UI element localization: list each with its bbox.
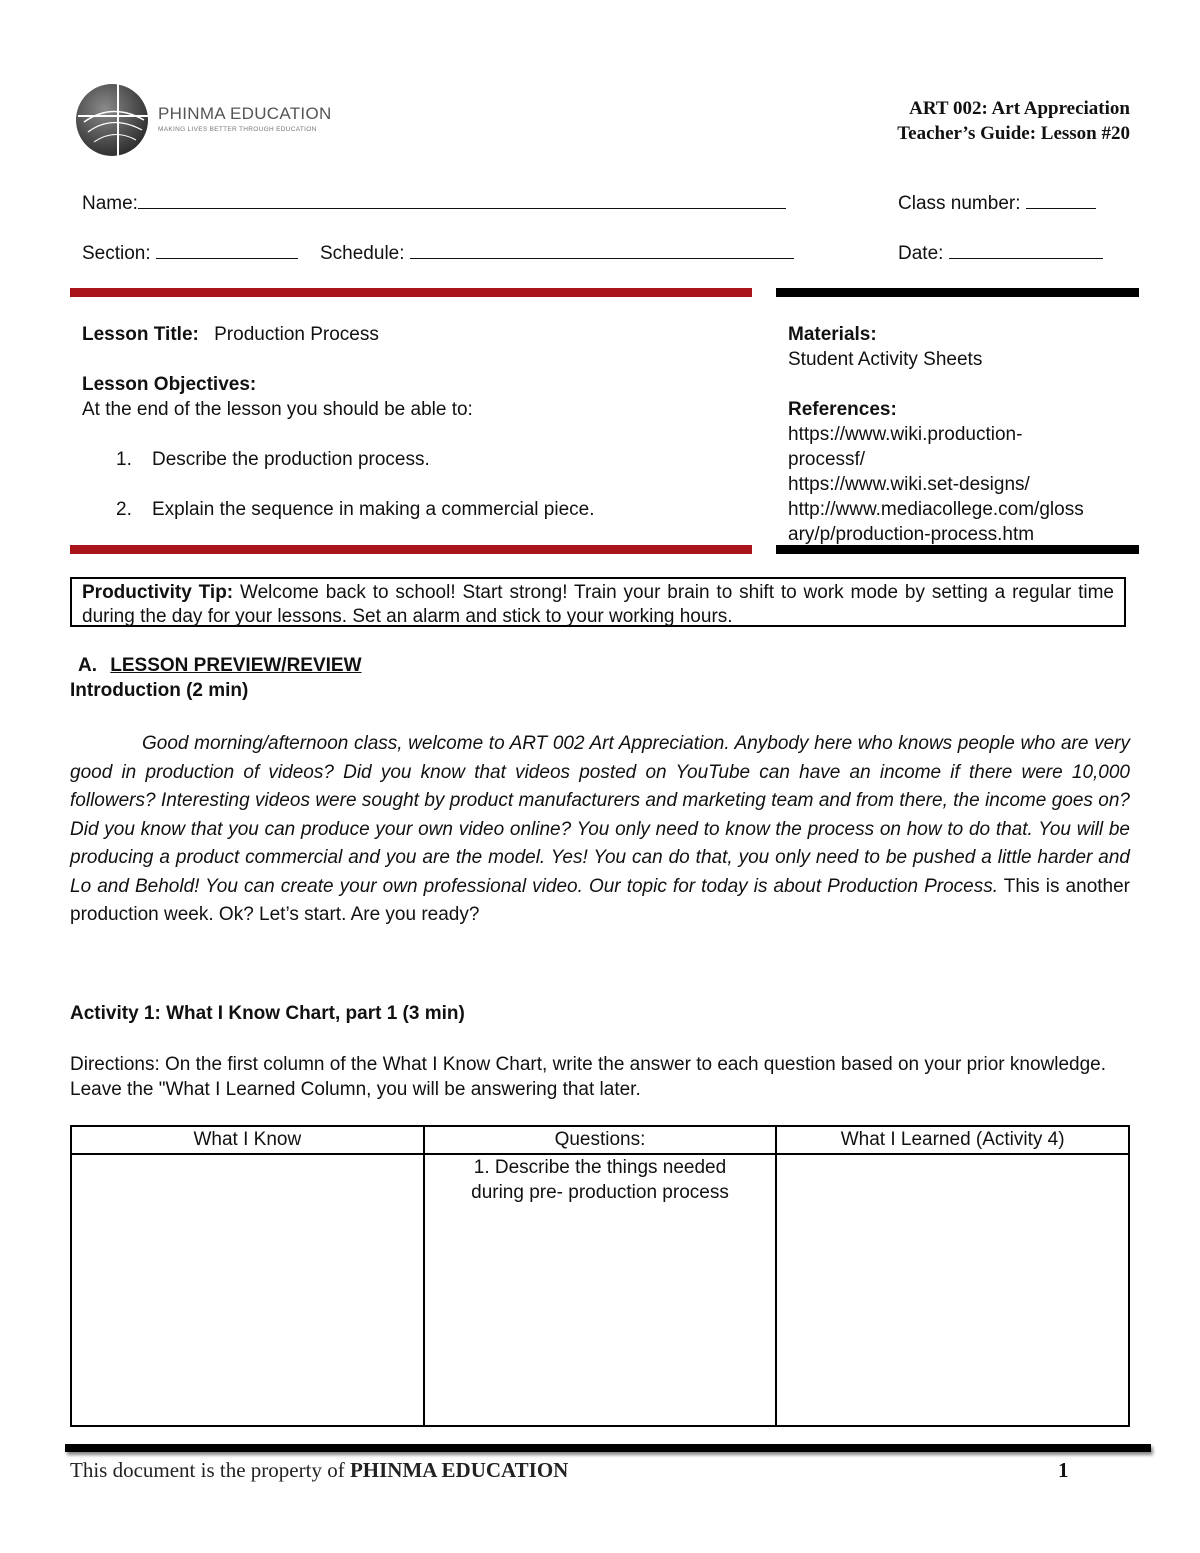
divider-black-bottom (776, 545, 1139, 554)
intro-heading: Introduction (2 min) (70, 680, 249, 701)
intro-text-tail: This is another production week. Ok? Let’s start. Are you ready? (70, 875, 1130, 925)
objective-item (70, 497, 595, 522)
footer-text (70, 1458, 568, 1483)
section-field (82, 240, 298, 265)
objective-number: 1. (116, 449, 132, 470)
lesson-title: Production Process (214, 324, 379, 345)
name-field (82, 190, 786, 215)
question-cell: 1. Describe the things needed during pre- production process (424, 1154, 777, 1426)
what-i-learned-cell[interactable] (776, 1154, 1129, 1426)
objective-item (70, 447, 595, 472)
name-label: Name: (82, 193, 138, 214)
intro-paragraph (70, 730, 1130, 930)
divider-black-top (776, 288, 1139, 297)
materials-block (788, 322, 1133, 547)
column-header: What I Learned (Activity 4) (776, 1126, 1129, 1154)
objectives-intro: At the end of the lesson you should be able to: (82, 399, 473, 420)
objective-text: Explain the sequence in making a commercial piece. (152, 499, 595, 520)
column-header: Questions: (424, 1126, 777, 1154)
course-header (897, 96, 1130, 146)
date-line[interactable] (949, 240, 1103, 259)
logo-name: PHINMA EDUCATION (158, 104, 332, 123)
reference-line[interactable]: https://www.wiki.set-designs/ (788, 474, 1030, 495)
class-number-line[interactable] (1026, 190, 1096, 209)
tip-text: Welcome back to school! Start strong! Train your brain to shift to work mode by setting a regular time during the day for your lessons. Set an alarm and stick to your working hours. (82, 582, 1114, 627)
footer-prefix: This document is the property of (70, 1458, 350, 1482)
reference-line[interactable]: ary/p/production-process.htm (788, 524, 1035, 545)
lesson-title-line (82, 322, 379, 347)
date-label: Date: (898, 243, 944, 264)
section-letter: A. (78, 655, 97, 676)
intro-text: Good morning/afternoon class, welcome to ART 002 Art Appreciation. Anybody here who knows people who are very good in production of videos? Did you know that videos posted on YouTube can have an income if there were 10,000 followers? Interesting videos were sought by product manufacturers and marketing team and from there, the income goes on? Did you know that you can produce your own video online? You only need to know the process on how to do that. You will be producing a product commercial and you are the model. Yes! You can do that, you only need to be pushed a little harder and Lo and Behold! You can create your own professional video. Our topic for today is about Production Process. (70, 733, 1130, 897)
schedule-field (320, 240, 794, 265)
class-number-label: Class number: (898, 193, 1021, 214)
section-a-heading (78, 655, 362, 677)
reference-line[interactable]: processf/ (788, 449, 866, 470)
activity1-heading: Activity 1: What I Know Chart, part 1 (3 min) (70, 1003, 465, 1024)
what-i-know-chart (70, 1125, 1130, 1427)
materials-text: Student Activity Sheets (788, 349, 983, 370)
what-i-know-cell[interactable] (71, 1154, 424, 1426)
course-title: ART 002: Art Appreciation (909, 98, 1130, 119)
logo-wordmark (158, 104, 332, 133)
guide-title: Teacher’s Guide: Lesson #20 (897, 123, 1130, 144)
logo-tagline: MAKING LIVES BETTER THROUGH EDUCATION (158, 126, 317, 133)
section-title: LESSON PREVIEW/REVIEW (110, 655, 362, 676)
objectives-label: Lesson Objectives: (82, 374, 257, 395)
productivity-tip-box (70, 577, 1126, 627)
divider-red-top (70, 288, 752, 297)
table-row (71, 1154, 1129, 1426)
date-field (898, 240, 1103, 265)
column-header: What I Know (71, 1126, 424, 1154)
objective-text: Describe the production process. (152, 449, 430, 470)
page-number: 1 (1058, 1458, 1069, 1482)
footer-bar (65, 1444, 1151, 1452)
objective-number: 2. (116, 499, 132, 520)
activity1-directions: Directions: On the first column of the What I Know Chart, write the answer to each question based on your prior knowledge. Leave the "What I Learned Column, you will be answering that later. (70, 1054, 1107, 1100)
class-number-field (898, 190, 1096, 215)
lesson-title-label: Lesson Title: (82, 324, 199, 345)
materials-label: Materials: (788, 324, 877, 345)
section-line[interactable] (156, 240, 298, 259)
divider-red-bottom (70, 545, 752, 554)
section-label: Section: (82, 243, 151, 264)
schedule-label: Schedule: (320, 243, 405, 264)
objectives-list (70, 447, 595, 522)
tip-label: Productivity Tip: (82, 582, 234, 603)
reference-line[interactable]: http://www.mediacollege.com/gloss (788, 499, 1084, 520)
name-line[interactable] (138, 190, 786, 209)
schedule-line[interactable] (410, 240, 794, 259)
footer-brand: PHINMA EDUCATION (349, 1458, 569, 1482)
reference-line[interactable]: https://www.wiki.production- (788, 424, 1023, 445)
references-label: References: (788, 399, 897, 420)
